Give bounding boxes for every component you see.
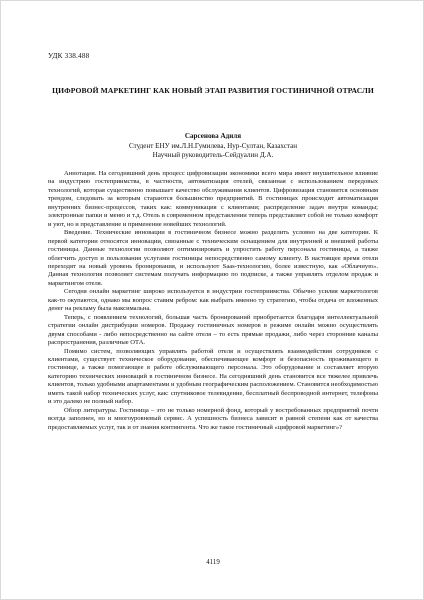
article-body (48, 170, 378, 432)
paragraph-literature-review: Обзор литературы. Гостиница – это не только номерной фонд, который у востребованных предприятий почти всегда заполнен, но и многоуровневый сервис. А успешность бизнеса зависит в равной степени как от качества предоставляемых услуг, так и от знания контингента. Что же такое гостиничный «цифровой маркетинг»? (48, 406, 378, 431)
paragraph-technical-equipment: Помимо систем, позволяющих управлять работой отеля и осуществлять взаимодействия сотрудников с клиентами, существует техническое оборудование, обеспечивающее комфорт и безопасность проживающего в гостинице, а также помогающее в работе обслуживающего персонала. Это оборудование и составляет вторую категорию технических инноваций в гостиничном бизнесе. На сегодняшний день становится все тяжелее привлечь клиентов, только удобными апартаментами и удобным географическим расположением. Становится необходимостью иметь такой набор технических услуг, как: спутниковое телевидение, бесплатный беспроводной интернет, телефоны и это далеко не полный набор. (48, 347, 378, 406)
page-number: 4119 (206, 559, 220, 566)
article-title: ЦИФРОВОЙ МАРКЕТИНГ КАК НОВЫЙ ЭТАП РАЗВИТИЯ ГОСТИНИЧНОЙ ОТРАСЛИ (52, 86, 374, 95)
paragraph-booking: Теперь, с появлением технологий, большая часть бронирований приобретается благодаря интеллектуальной стратегии онлайн дистрибуции номеров. Продажу гостиничных номеров в режиме онлайн можно осуществлять двумя способами - либо непосредственно на сайте отеля – то есть прямые продажи, либо через сторонние каналы распространения, различные ОТА. (48, 313, 378, 347)
scientific-supervisor: Научный руководитель-Сейдуалин Д.А. (152, 151, 274, 159)
author-affiliation: Студент ЕНУ им.Л.Н.Гумилева, Нур-Султан, Казахстан (128, 141, 298, 150)
paragraph-introduction: Введение. Технические инновации в гостиничном бизнесе можно разделить условно на две категории. К первой категории относятся инновации, связанные с техническим оснащением для внутренней и внешней работы гостиницы. Данные технологии позволяют оптимизировать и упростить работу персонала гостиницы, а также облегчить доступ и пользования услугами гостиницы непосредственно самому клиенту. В настоящее время отели переходят на новый уровень бронирования, и используют Saas-технологию, более известную, как «Облачную». Данная технология позволяет системам получать информацию по подписке, а также управлять отделом продаж и маркетингом отеля. (48, 229, 378, 287)
udk-code: УДК 338.488 (48, 52, 90, 60)
author-block (121, 132, 305, 161)
paragraph-online-marketing: Сегодня онлайн маркетинг широко используется в индустрии гостеприимства. Обычно усилия маркетологов как-то окупаются, однако мы вопрос ставим ребром: как выбрать именно ту стратегию, чтобы отдача от вложенных денег на рекламу была максимальна. (48, 288, 378, 313)
paragraph-abstract: Аннотация. На сегодняшний день процесс цифровизации экономики всего мира имеет внушительное влияние на индустрию гостеприимства, в частности, автоматизация отелей, связанная с использованием передовых технологий, которая существенно повышает качество обслуживания клиентов. Цифровизация становится основным трендом, следовать за которым стараются большинство предприятий. В гостиницах происходит автоматизация внутренних бизнес-процессов, таких как: коммуникация с клиентами; распределение задач внутри команды; электронные папки и меню и т.д. Отель в современном представлении теперь представляет собой не только комфорт и уют, но и представление и применение новейших технологий. (48, 170, 378, 228)
author-name: Сарсенова Адиля (184, 132, 242, 140)
